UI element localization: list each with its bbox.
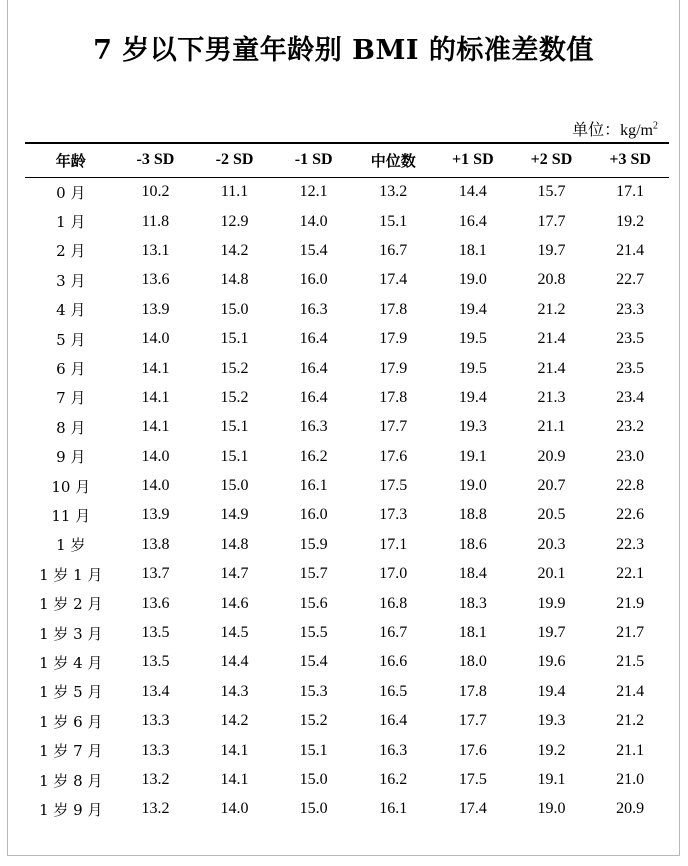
minus1sd-cell: 16.3	[299, 300, 328, 318]
plus2sd-cell: 17.7	[537, 212, 566, 230]
minus1sd-cell: 15.4	[299, 653, 328, 671]
age-cell: 6 月	[56, 360, 86, 379]
minus3sd-cell: 14.0	[141, 447, 170, 465]
plus3sd-cell: 22.7	[616, 271, 645, 289]
minus2sd-cell: 14.5	[220, 624, 249, 642]
plus3sd-cell: 23.5	[616, 330, 645, 348]
minus3sd-cell: 13.2	[141, 800, 170, 818]
minus2sd-cell: 14.4	[220, 653, 249, 671]
minus2sd-cell: 14.2	[220, 241, 249, 259]
age-cell: 4 月	[56, 301, 86, 320]
table-row	[25, 177, 669, 207]
minus2sd-cell: 15.2	[220, 359, 249, 377]
plus1sd-cell: 16.4	[458, 212, 487, 230]
minus3sd-cell: 13.5	[141, 624, 170, 642]
table-row	[25, 471, 669, 500]
plus2sd-cell: 21.4	[537, 330, 566, 348]
minus3sd-cell: 14.1	[141, 418, 170, 436]
age-cell: 8 月	[56, 418, 86, 437]
minus2sd-cell: 15.1	[220, 418, 249, 436]
minus2sd-cell: 14.6	[220, 594, 249, 612]
median-cell: 17.9	[379, 359, 408, 377]
minus2sd-cell: 15.1	[220, 447, 249, 465]
minus2sd-cell: 14.2	[220, 712, 249, 730]
table-body	[25, 177, 669, 824]
plus1sd-cell: 19.5	[458, 330, 487, 348]
age-cell: 11 月	[51, 506, 91, 525]
minus3sd-cell: 13.9	[141, 506, 170, 524]
median-cell: 16.1	[379, 800, 408, 818]
minus3sd-cell: 13.3	[141, 712, 170, 730]
plus3sd-cell: 21.5	[616, 653, 645, 671]
minus3sd-cell: 13.5	[141, 653, 170, 671]
age-cell: 10 月	[51, 477, 91, 496]
plus1sd-cell: 19.5	[458, 359, 487, 377]
age-cell: 1 岁 7 月	[39, 742, 103, 761]
median-cell: 17.9	[379, 330, 408, 348]
minus1sd-cell: 16.4	[299, 359, 328, 377]
minus3sd-cell: 13.1	[141, 241, 170, 259]
plus3sd-cell: 17.1	[616, 183, 645, 201]
minus2sd-cell: 14.8	[220, 535, 249, 553]
median-cell: 17.3	[379, 506, 408, 524]
plus2sd-cell: 20.5	[537, 506, 566, 524]
table-row	[25, 648, 669, 677]
plus2sd-cell: 19.0	[537, 800, 566, 818]
plus2sd-cell: 20.7	[537, 477, 566, 495]
minus3sd-cell: 13.7	[141, 565, 170, 583]
table-header-row	[25, 143, 669, 177]
minus3sd-cell: 14.1	[141, 388, 170, 406]
minus1sd-cell: 16.0	[299, 506, 328, 524]
minus3sd-cell: 13.2	[141, 771, 170, 788]
minus1sd-cell: 15.2	[299, 712, 328, 730]
plus3sd-cell: 22.3	[616, 535, 645, 553]
median-cell: 13.2	[379, 183, 408, 201]
plus3sd-cell: 22.1	[616, 565, 645, 583]
plus2sd-cell: 19.7	[537, 241, 566, 259]
plus2sd-cell: 19.9	[537, 594, 566, 612]
table-row	[25, 736, 669, 765]
plus2sd-cell: 19.7	[537, 624, 566, 642]
median-cell: 16.7	[379, 624, 408, 642]
minus3sd-cell: 13.4	[141, 682, 170, 700]
header-plus3sd: +3 SD	[609, 151, 651, 169]
age-cell: 1 岁 9 月	[39, 800, 103, 819]
plus1sd-cell: 19.3	[458, 418, 487, 436]
table-row	[25, 295, 669, 324]
median-cell: 17.0	[379, 565, 408, 583]
plus2sd-cell: 21.3	[537, 388, 566, 406]
minus3sd-cell: 13.6	[141, 594, 170, 612]
header-age: 年龄	[55, 151, 86, 170]
minus2sd-cell: 14.1	[220, 741, 249, 759]
table-row	[25, 324, 669, 353]
table-row	[25, 442, 669, 471]
plus2sd-cell: 15.7	[537, 183, 566, 201]
minus2sd-cell: 11.1	[220, 183, 249, 201]
plus2sd-cell: 19.1	[537, 771, 566, 788]
minus1sd-cell: 15.1	[299, 741, 328, 759]
plus1sd-cell: 17.7	[458, 712, 487, 730]
minus2sd-cell: 15.1	[220, 330, 249, 348]
plus1sd-cell: 17.4	[458, 800, 487, 818]
plus3sd-cell: 22.6	[616, 506, 645, 524]
median-cell: 17.6	[379, 447, 408, 465]
table-row	[25, 266, 669, 295]
plus1sd-cell: 14.4	[458, 183, 487, 201]
plus3sd-cell: 21.0	[616, 771, 645, 788]
plus2sd-cell: 21.2	[537, 300, 566, 318]
minus3sd-cell: 13.8	[141, 535, 170, 553]
plus3sd-cell: 21.9	[616, 594, 645, 612]
minus3sd-cell: 13.6	[141, 271, 170, 289]
age-cell: 1 岁 5 月	[39, 683, 103, 702]
plus1sd-cell: 17.5	[458, 771, 487, 788]
plus3sd-cell: 21.7	[616, 624, 645, 642]
plus1sd-cell: 18.4	[458, 565, 487, 583]
minus2sd-cell: 14.7	[220, 565, 249, 583]
age-cell: 1 岁 6 月	[39, 712, 103, 731]
median-cell: 17.8	[379, 388, 408, 406]
unit-superscript: 2	[653, 120, 658, 132]
minus1sd-cell: 15.6	[299, 594, 328, 612]
table-row	[25, 765, 669, 794]
plus1sd-cell: 18.1	[458, 624, 487, 642]
minus1sd-cell: 16.2	[299, 447, 328, 465]
table-row	[25, 530, 669, 559]
header-minus1sd: -1 SD	[294, 151, 333, 169]
age-cell: 3 月	[56, 271, 86, 290]
plus1sd-cell: 18.1	[458, 241, 487, 259]
table-row	[25, 795, 669, 824]
plus2sd-cell: 21.4	[537, 359, 566, 377]
median-cell: 16.4	[379, 712, 408, 730]
table-row	[25, 236, 669, 265]
plus1sd-cell: 19.0	[458, 477, 487, 495]
minus1sd-cell: 16.4	[299, 388, 328, 406]
age-cell: 1 岁	[56, 536, 86, 555]
minus3sd-cell: 13.3	[141, 741, 170, 759]
plus3sd-cell: 23.3	[616, 300, 645, 318]
unit-text: 单位：kg/m	[572, 122, 653, 139]
age-cell: 1 月	[56, 213, 86, 232]
plus1sd-cell: 19.4	[458, 388, 487, 406]
minus2sd-cell: 14.0	[220, 800, 249, 818]
minus1sd-cell: 16.3	[299, 418, 328, 436]
median-cell: 16.6	[379, 653, 408, 671]
minus1sd-cell: 15.9	[299, 535, 328, 553]
minus2sd-cell: 15.0	[220, 300, 249, 318]
minus3sd-cell: 14.0	[141, 477, 170, 495]
plus2sd-cell: 20.9	[537, 447, 566, 465]
header-plus1sd: +1 SD	[452, 151, 494, 169]
age-cell: 1 岁 3 月	[39, 624, 103, 643]
median-cell: 16.2	[379, 771, 408, 788]
median-cell: 16.5	[379, 682, 408, 700]
table-row	[25, 383, 669, 412]
plus3sd-cell: 19.2	[616, 212, 645, 230]
plus1sd-cell: 19.4	[458, 300, 487, 318]
header-median: 中位数	[370, 151, 416, 170]
plus3sd-cell: 23.2	[616, 418, 645, 436]
plus2sd-cell: 19.2	[537, 741, 566, 759]
header-plus2sd: +2 SD	[530, 151, 573, 169]
plus2sd-cell: 19.3	[537, 712, 566, 730]
minus2sd-cell: 15.2	[220, 388, 249, 406]
plus1sd-cell: 19.1	[458, 447, 487, 465]
plus3sd-cell: 21.1	[616, 741, 645, 759]
minus3sd-cell: 13.9	[141, 300, 170, 318]
median-cell: 16.7	[379, 241, 408, 259]
age-cell: 0 月	[56, 183, 86, 202]
plus2sd-cell: 20.3	[537, 535, 566, 553]
minus3sd-cell: 14.1	[141, 359, 170, 377]
plus1sd-cell: 18.6	[458, 535, 487, 553]
plus1sd-cell: 17.6	[458, 741, 487, 759]
document-page	[7, 0, 680, 856]
minus2sd-cell: 14.8	[220, 271, 249, 289]
age-cell: 2 月	[56, 242, 86, 261]
minus1sd-cell: 15.5	[299, 624, 328, 642]
plus3sd-cell: 21.4	[616, 241, 645, 259]
median-cell: 15.1	[379, 212, 408, 230]
plus1sd-cell: 17.8	[458, 682, 487, 700]
median-cell: 17.8	[379, 300, 408, 318]
table-row	[25, 677, 669, 706]
plus3sd-cell: 21.2	[616, 712, 645, 730]
median-cell: 17.7	[379, 418, 408, 436]
plus1sd-cell: 18.0	[458, 653, 487, 671]
minus2sd-cell: 14.3	[220, 682, 249, 700]
plus1sd-cell: 19.0	[458, 271, 487, 289]
header-minus3sd: -3 SD	[136, 151, 175, 169]
plus2sd-cell: 20.1	[537, 565, 566, 583]
table-row	[25, 560, 669, 589]
plus3sd-cell: 22.8	[616, 477, 645, 495]
minus1sd-cell: 16.0	[299, 271, 328, 289]
age-cell: 7 月	[56, 389, 86, 408]
minus1sd-cell: 12.1	[299, 183, 328, 201]
minus2sd-cell: 12.9	[220, 212, 249, 230]
minus1sd-cell: 15.3	[299, 682, 328, 700]
minus2sd-cell: 14.1	[220, 771, 249, 788]
table-row	[25, 707, 669, 736]
plus2sd-cell: 19.4	[537, 682, 566, 700]
plus3sd-cell: 21.4	[616, 682, 645, 700]
table-row	[25, 501, 669, 530]
plus3sd-cell: 23.4	[616, 388, 645, 406]
minus1sd-cell: 15.0	[299, 800, 328, 818]
document-title: 7 岁以下男童年龄别 BMI 的标准差数值	[93, 35, 594, 66]
age-cell: 9 月	[56, 448, 86, 467]
plus3sd-cell: 23.5	[616, 359, 645, 377]
table-row	[25, 589, 669, 618]
plus1sd-cell: 18.3	[458, 594, 487, 612]
table-row	[25, 618, 669, 647]
age-cell: 5 月	[56, 330, 86, 349]
median-cell: 17.1	[379, 535, 408, 553]
plus1sd-cell: 18.8	[458, 506, 487, 524]
median-cell: 16.3	[379, 741, 408, 759]
minus1sd-cell: 16.4	[299, 330, 328, 348]
plus3sd-cell: 23.0	[616, 447, 645, 465]
plus2sd-cell: 19.6	[537, 653, 566, 671]
plus3sd-cell: 20.9	[616, 800, 645, 818]
minus1sd-cell: 15.7	[299, 565, 328, 583]
minus1sd-cell: 16.1	[299, 477, 328, 495]
unit-label	[572, 117, 658, 140]
bmi-sd-table	[25, 142, 669, 824]
table-row	[25, 413, 669, 442]
median-cell: 17.4	[379, 271, 408, 289]
median-cell: 17.5	[379, 477, 408, 495]
minus1sd-cell: 15.4	[299, 241, 328, 259]
minus1sd-cell: 14.0	[299, 212, 328, 230]
minus3sd-cell: 11.8	[141, 212, 170, 230]
header-minus2sd: -2 SD	[215, 151, 254, 169]
median-cell: 16.8	[379, 594, 408, 612]
age-cell: 1 岁 8 月	[39, 771, 103, 790]
table-row	[25, 354, 669, 383]
plus2sd-cell: 20.8	[537, 271, 566, 289]
minus3sd-cell: 10.2	[141, 183, 170, 201]
age-cell: 1 岁 2 月	[39, 595, 103, 614]
age-cell: 1 岁 4 月	[39, 653, 103, 672]
plus2sd-cell: 21.1	[537, 418, 566, 436]
minus2sd-cell: 14.9	[220, 506, 249, 524]
age-cell: 1 岁 1 月	[39, 565, 103, 584]
table-row	[25, 207, 669, 236]
minus1sd-cell: 15.0	[299, 771, 328, 788]
minus2sd-cell: 15.0	[220, 477, 249, 495]
minus3sd-cell: 14.0	[141, 330, 170, 348]
